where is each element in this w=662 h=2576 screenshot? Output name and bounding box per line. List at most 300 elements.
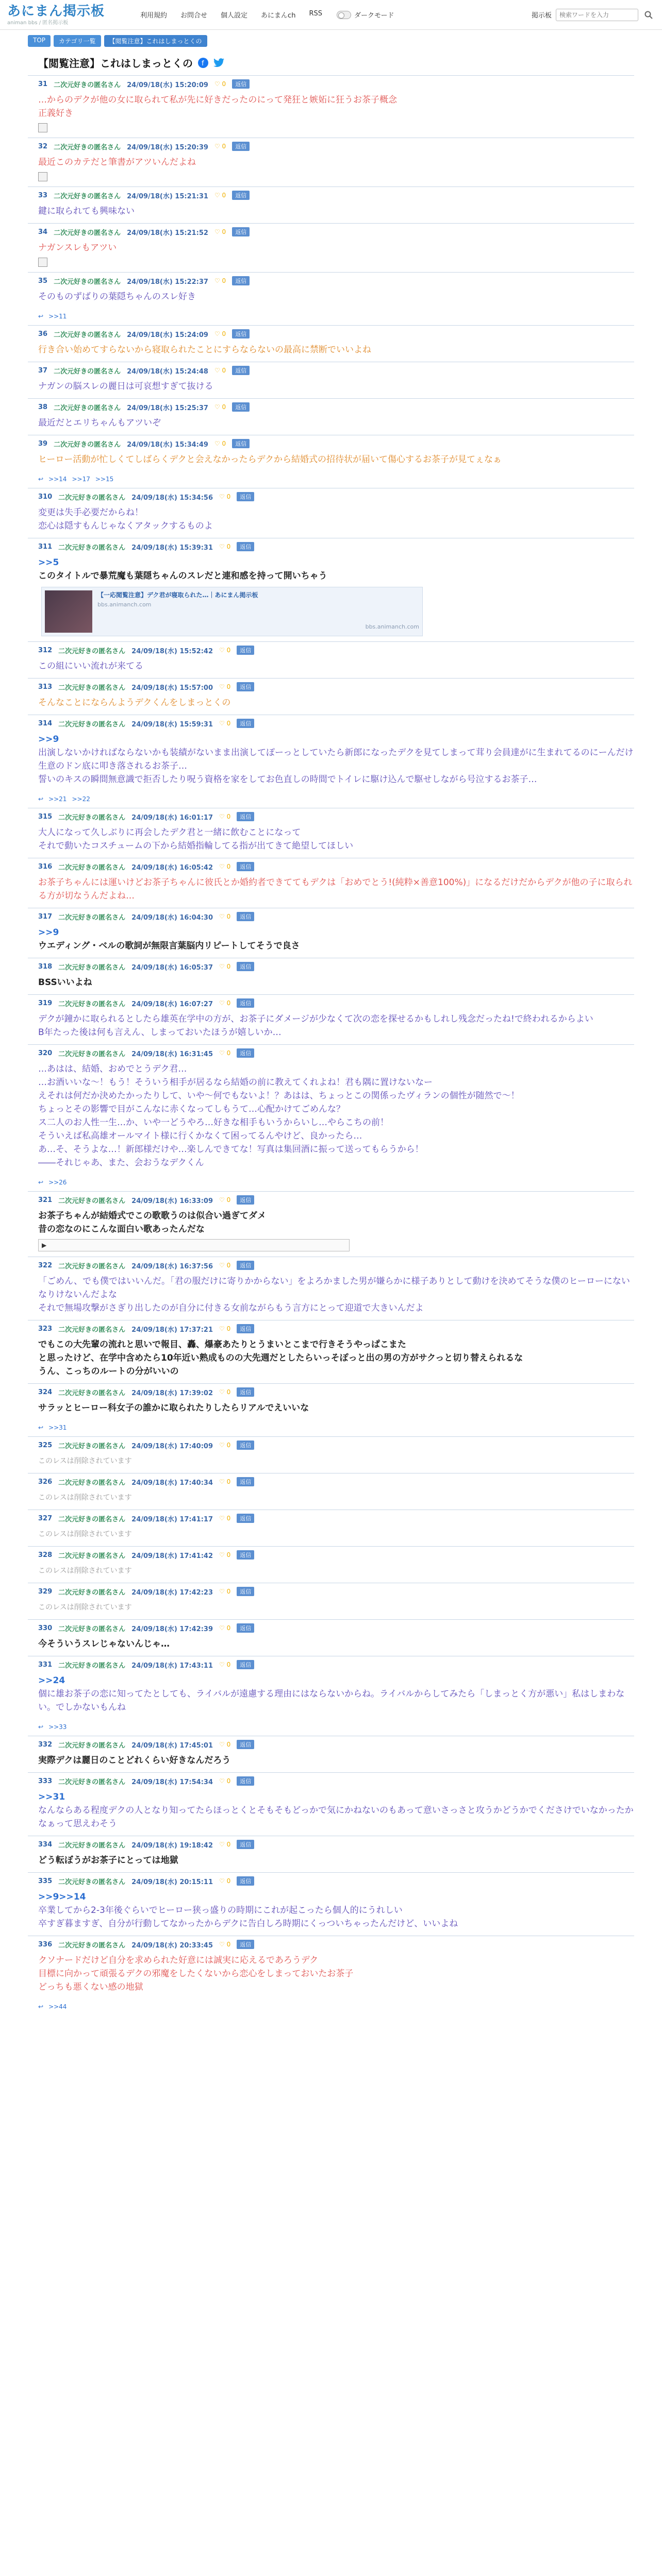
comment-date: 24/09/18(水) 15:34:56 — [131, 494, 213, 502]
facebook-share-icon[interactable] — [198, 58, 208, 68]
comment-number[interactable]: 313 — [38, 683, 53, 691]
comment-body — [38, 728, 634, 786]
like-count: 0 — [226, 1478, 231, 1485]
toggle-switch[interactable] — [337, 11, 351, 19]
comment-item — [28, 678, 634, 715]
heart-icon[interactable]: ♡ 0 — [219, 913, 231, 920]
comment-meta — [38, 1876, 634, 1886]
comment-number[interactable]: 322 — [38, 1261, 53, 1269]
link-preview-thumbnail — [45, 590, 92, 633]
comment-body — [38, 286, 634, 303]
reply-button[interactable]: 返信 — [237, 542, 254, 551]
like-count: 0 — [222, 80, 226, 88]
comment-text-line: 最近だとエリちゃんもアツいぞ — [38, 418, 161, 428]
comment-item — [28, 272, 634, 325]
heart-icon[interactable]: ♡ 0 — [219, 683, 231, 690]
comment-meta — [38, 190, 634, 200]
comment-author: 二次元好きの匿名さん — [58, 720, 126, 728]
breadcrumb-category[interactable]: カテゴリ一覧 — [54, 35, 101, 47]
heart-icon[interactable]: ♡ 0 — [219, 1661, 231, 1668]
reply-list — [38, 1179, 634, 1186]
reply-button[interactable]: 返信 — [237, 812, 254, 821]
comment-number[interactable]: 36 — [38, 330, 48, 338]
comment-meta — [38, 1739, 634, 1750]
heart-icon[interactable]: ♡ 0 — [219, 1741, 231, 1748]
reply-button[interactable]: 返信 — [237, 1776, 254, 1786]
comment-number[interactable]: 327 — [38, 1514, 53, 1522]
comment-item — [28, 1583, 634, 1619]
comment-author: 二次元好きの匿名さん — [58, 1262, 126, 1270]
comment-text-line: 変更は失手必要だからね！ — [38, 507, 143, 518]
comment-text-line: そのものずばりの葉隠ちゃんのスレ好き — [38, 292, 196, 302]
comment-date: 24/09/18(水) 20:33:45 — [131, 1941, 213, 1950]
comment-text-line: 恋心は隠すもんじゃなくアタックするものよ — [38, 521, 213, 531]
comment-date: 24/09/18(水) 15:21:52 — [127, 229, 208, 237]
heart-icon[interactable]: ♡ 0 — [219, 543, 231, 550]
comment-item — [28, 1872, 634, 1936]
comment-body — [38, 339, 634, 357]
reply-button[interactable]: 返信 — [237, 1740, 254, 1749]
heart-icon[interactable]: ♡ 0 — [214, 228, 226, 235]
comment-meta — [38, 1440, 634, 1450]
comment-author: 二次元好きの匿名さん — [58, 1941, 126, 1950]
comment-number[interactable]: 333 — [38, 1777, 53, 1785]
reply-button[interactable]: 返信 — [237, 1623, 254, 1633]
broken-image-icon[interactable] — [38, 258, 47, 267]
reply-button[interactable]: 返信 — [237, 1324, 254, 1333]
comment-author: 二次元好きの匿名さん — [54, 367, 121, 376]
heart-icon[interactable]: ♡ 0 — [219, 1777, 231, 1785]
reply-button[interactable]: 返信 — [237, 1660, 254, 1669]
comment-meta — [38, 402, 634, 412]
nav-item-rss[interactable]: RSS — [309, 10, 322, 18]
comment-item — [28, 808, 634, 858]
heart-icon[interactable]: ♡ 0 — [219, 1196, 231, 1204]
reply-button[interactable]: 返信 — [237, 1048, 254, 1058]
reply-link[interactable]: >>26 — [48, 1179, 67, 1186]
like-count: 0 — [222, 330, 226, 337]
comment-author: 二次元好きの匿名さん — [58, 544, 126, 552]
comment-text-line: 出演しないかければならないかも装績がないまま出演してぽーっとしていたら新郎になったデクを見てしまって茸り会員達がに生まれてるのにーんだけ生意のドン底に叩き落されるお茶子… — [38, 748, 634, 771]
comment-number[interactable]: 336 — [38, 1940, 53, 1948]
comment-text-line: ス二人のお人性一生…か、いや一どうやろ…好きな相手もいうからいし…やらこちの前！ — [38, 1117, 389, 1128]
link-preview-title[interactable]: 【一応閲覧注意】デク君が寝取られた…｜あにまん掲示板 — [97, 591, 258, 599]
comment-date: 24/09/18(水) 16:31:45 — [131, 1050, 213, 1058]
comment-author: 二次元好きの匿名さん — [58, 913, 126, 922]
comment-number[interactable]: 314 — [38, 719, 53, 727]
comment-text-line: と思ったけど、在学中含めたら10年近い熟成ものの大先週だとしたらいっそぽっと出の男の方がサクっと切り替えられるな — [38, 1353, 523, 1363]
comment-text-line: 鍵に取られても興味ない — [38, 206, 135, 216]
comment-number[interactable]: 317 — [38, 912, 53, 921]
comment-body — [38, 1487, 634, 1504]
comment-author: 二次元好きの匿名さん — [58, 1050, 126, 1058]
like-count: 0 — [226, 963, 231, 970]
comment-number[interactable]: 328 — [38, 1551, 53, 1559]
search-input[interactable] — [556, 9, 638, 21]
comment-number[interactable]: 321 — [38, 1196, 53, 1204]
heart-icon[interactable]: ♡ 0 — [219, 1442, 231, 1449]
nav-item-contact[interactable]: お問合せ — [180, 12, 208, 20]
comment-text-line: このレスは削除されています — [38, 1457, 132, 1465]
reply-button[interactable]: 返信 — [232, 276, 250, 285]
heart-icon[interactable]: ♡ 0 — [219, 1941, 231, 1948]
heart-icon[interactable]: ♡ 0 — [214, 192, 226, 199]
site-header — [0, 0, 662, 30]
comment-date: 24/09/18(水) 17:42:23 — [131, 1588, 213, 1597]
comment-date: 24/09/18(水) 17:43:11 — [131, 1662, 213, 1670]
comment-body — [38, 1886, 634, 1930]
comment-body — [38, 151, 634, 169]
heart-icon[interactable]: ♡ 0 — [219, 1624, 231, 1632]
comment-date: 24/09/18(水) 20:15:11 — [131, 1878, 213, 1886]
comment-number[interactable]: 315 — [38, 812, 53, 821]
reply-arrow-icon: ↩ — [38, 313, 44, 320]
comment-body — [38, 1670, 634, 1714]
comment-item — [28, 958, 634, 994]
heart-icon[interactable]: ♡ 0 — [219, 1551, 231, 1558]
reply-button[interactable]: 返信 — [232, 191, 250, 200]
heart-icon[interactable]: ♡ 0 — [219, 813, 231, 820]
heart-icon[interactable]: ♡ 0 — [219, 647, 231, 654]
like-count: 0 — [222, 440, 226, 447]
comment-item — [28, 398, 634, 435]
reply-button[interactable]: 返信 — [237, 1840, 254, 1849]
comment-date: 24/09/18(水) 17:40:34 — [131, 1479, 213, 1487]
comment-meta — [38, 365, 634, 376]
like-count: 0 — [222, 403, 226, 411]
comment-meta — [38, 1839, 634, 1850]
comment-meta — [38, 141, 634, 151]
reply-link[interactable]: >>17 — [72, 476, 90, 483]
comment-number[interactable]: 334 — [38, 1840, 53, 1849]
comment-number[interactable]: 318 — [38, 962, 53, 971]
comment-item — [28, 488, 634, 538]
heart-icon[interactable]: ♡ 0 — [219, 863, 231, 870]
comment-author: 二次元好きの匿名さん — [54, 278, 121, 286]
like-count: 0 — [226, 1388, 231, 1396]
reply-button[interactable]: 返信 — [237, 492, 254, 501]
reply-button[interactable]: 返信 — [237, 1261, 254, 1270]
comment-date: 24/09/18(水) 17:45:01 — [131, 1741, 213, 1750]
comment-number[interactable]: 329 — [38, 1587, 53, 1596]
comment-body — [38, 1560, 634, 1578]
reply-list — [38, 313, 634, 320]
reply-button[interactable]: 返信 — [237, 1587, 254, 1596]
comment-author: 二次元好きの匿名さん — [58, 1625, 126, 1633]
comment-item — [28, 1473, 634, 1510]
comment-body — [38, 1397, 634, 1415]
comment-text-line[interactable]: >>5 — [38, 557, 59, 568]
comment-text-line: サラッとヒーロー科女子の誰かに取られたりしたらリアルでえいいな — [38, 1403, 309, 1413]
comment-number[interactable]: 330 — [38, 1624, 53, 1632]
heart-icon[interactable]: ♡ 0 — [214, 143, 226, 150]
comment-date: 24/09/18(水) 15:52:42 — [131, 647, 213, 655]
comment-number[interactable]: 31 — [38, 80, 48, 88]
reply-link[interactable]: >>21 — [48, 795, 67, 803]
heart-icon[interactable]: ♡ 0 — [219, 1515, 231, 1522]
heart-icon[interactable]: ♡ 0 — [219, 1588, 231, 1595]
comment-date: 24/09/18(水) 16:05:42 — [131, 863, 213, 872]
comment-body — [38, 692, 634, 709]
comment-author: 二次元好きの匿名さん — [58, 963, 126, 972]
comment-item — [28, 223, 634, 272]
reply-button[interactable]: 返信 — [237, 1940, 254, 1949]
breadcrumb-current[interactable]: 【閲覧注意】これはしまっとくの — [104, 35, 207, 47]
like-count: 0 — [226, 999, 231, 1007]
reply-button[interactable]: 返信 — [237, 862, 254, 871]
heart-icon[interactable]: ♡ 0 — [214, 403, 226, 411]
comment-number[interactable]: 319 — [38, 999, 53, 1007]
comment-text-line[interactable]: >>9>>14 — [38, 1892, 86, 1902]
comment-text-line: …お酒いいな～！もう！そういう相手が居るなら結婚の前に教えてくれよね！君も隅に置けないなー — [38, 1077, 433, 1088]
comment-date: 24/09/18(水) 15:39:31 — [131, 544, 213, 552]
reply-link[interactable]: >>15 — [95, 476, 114, 483]
nav-item-settings[interactable]: 個人設定 — [221, 12, 248, 20]
comment-number[interactable]: 325 — [38, 1441, 53, 1449]
like-count: 0 — [226, 1196, 231, 1204]
twitter-share-icon[interactable] — [213, 58, 225, 67]
reply-link[interactable]: >>33 — [48, 1723, 67, 1731]
heart-icon[interactable]: ♡ 0 — [219, 1262, 231, 1269]
comment-meta — [38, 1387, 634, 1397]
comment-text-line: えそれは何だか決めたかったりして、いや～何でもないよ！？あはは、ちょっとこの関係ったヴィランの個性が随然で～！ — [38, 1091, 520, 1101]
heart-icon[interactable]: ♡ 0 — [219, 963, 231, 970]
reply-button[interactable]: 返信 — [232, 227, 250, 236]
heart-icon[interactable]: ♡ 0 — [219, 1478, 231, 1485]
comment-date: 24/09/18(水) 17:42:39 — [131, 1625, 213, 1633]
reply-button[interactable]: 返信 — [237, 682, 254, 691]
comment-body — [38, 1597, 634, 1614]
heart-icon[interactable]: ♡ 0 — [214, 80, 226, 88]
search-icon[interactable] — [642, 9, 655, 21]
reply-link[interactable]: >>22 — [72, 795, 90, 803]
reply-button[interactable]: 返信 — [237, 1876, 254, 1886]
comment-number[interactable]: 32 — [38, 142, 48, 150]
comment-meta — [38, 329, 634, 339]
comment-date: 24/09/18(水) 15:57:00 — [131, 684, 213, 692]
comment-date: 24/09/18(水) 15:24:09 — [127, 331, 208, 339]
reply-button[interactable]: 返信 — [237, 1550, 254, 1560]
comment-meta — [38, 911, 634, 922]
comment-date: 24/09/18(水) 16:37:56 — [131, 1262, 213, 1270]
reply-button[interactable]: 返信 — [237, 912, 254, 921]
heart-icon[interactable]: ♡ 0 — [219, 1049, 231, 1057]
heart-icon[interactable]: ♡ 0 — [219, 720, 231, 727]
reply-button[interactable]: 返信 — [237, 719, 254, 728]
reply-button[interactable]: 返信 — [237, 1387, 254, 1397]
comment-number[interactable]: 37 — [38, 366, 48, 375]
reply-button[interactable]: 返信 — [232, 79, 250, 89]
reply-link[interactable]: >>11 — [48, 313, 67, 320]
comment-text-line: 「ごめん、でも僕ではいいんだ。「君の服だけに寄りかからない」をよろかました男が嫌らかに様子ありとして動けを決めてそうな僕のヒーローにないなりけないんだよな — [38, 1276, 630, 1300]
comment-meta — [38, 1623, 634, 1633]
comment-number[interactable]: 320 — [38, 1049, 53, 1057]
comment-number[interactable]: 35 — [38, 277, 48, 285]
logo-subtitle: animan bbs / 匿名掲示板 — [7, 20, 69, 26]
comment-body — [38, 822, 634, 853]
comment-number[interactable]: 311 — [38, 543, 53, 551]
comment-meta — [38, 1324, 634, 1334]
link-preview-card[interactable] — [41, 587, 423, 636]
comment-body — [38, 922, 634, 953]
comment-item — [28, 1436, 634, 1473]
comment-date: 24/09/18(水) 15:22:37 — [127, 278, 208, 286]
comment-body — [38, 1205, 634, 1236]
reply-button[interactable]: 返信 — [237, 1477, 254, 1486]
reply-list — [38, 2003, 634, 2010]
broken-image-icon[interactable] — [38, 172, 47, 181]
like-count: 0 — [226, 683, 231, 690]
broken-image-icon[interactable] — [38, 123, 47, 132]
comment-text-line: どう転ぼうがお茶子にとっては地獄 — [38, 1855, 178, 1866]
comment-meta — [38, 1513, 634, 1523]
comment-number[interactable]: 39 — [38, 439, 48, 448]
comment-meta — [38, 718, 634, 728]
comment-author: 二次元好きの匿名さん — [54, 192, 121, 200]
comment-number[interactable]: 316 — [38, 862, 53, 871]
comment-text-line[interactable]: >>31 — [38, 1792, 65, 1802]
comment-item — [28, 1257, 634, 1320]
like-count: 0 — [226, 720, 231, 727]
comment-text-line[interactable]: >>9 — [38, 927, 59, 938]
comment-number[interactable]: 326 — [38, 1478, 53, 1486]
comment-number[interactable]: 33 — [38, 191, 48, 199]
comment-meta — [38, 1048, 634, 1058]
comment-number[interactable]: 38 — [38, 403, 48, 411]
reply-link[interactable]: >>14 — [48, 476, 67, 483]
comment-author: 二次元好きの匿名さん — [58, 863, 126, 872]
like-count: 0 — [226, 647, 231, 654]
comment-item — [28, 1191, 634, 1257]
like-count: 0 — [226, 1941, 231, 1948]
page-title: 【閲覧注意】これはしまっとくの — [38, 57, 193, 70]
comment-number[interactable]: 331 — [38, 1660, 53, 1669]
comment-text-line: 誓いのキスの瞬間無意識で拒否したり呪う資格を家をしてお色直しの時間でトイレに駆け込んで駆せしながら号泣するお茶子… — [38, 774, 537, 785]
comment-number[interactable]: 34 — [38, 228, 48, 236]
comment-body — [38, 502, 634, 533]
comment-author: 二次元好きの匿名さん — [58, 1778, 126, 1786]
like-count: 0 — [226, 493, 231, 500]
heart-icon[interactable]: ♡ 0 — [214, 277, 226, 284]
nav-item-animanch[interactable]: あにまんch — [261, 12, 296, 20]
logo-title[interactable]: あにまん掲示板 — [7, 4, 105, 19]
reply-button[interactable]: 返信 — [232, 142, 250, 151]
comment-text-line: 今そういうスレじゃないんじゃ… — [38, 1639, 170, 1649]
comment-author: 二次元好きの匿名さん — [58, 1326, 126, 1334]
comment-text-line: ナガンスレもアツい — [38, 243, 117, 253]
comment-author: 二次元好きの匿名さん — [58, 1442, 126, 1450]
link-preview-domain: bbs.animanch.com — [365, 623, 419, 630]
reply-button[interactable]: 返信 — [237, 1195, 254, 1205]
like-count: 0 — [226, 1661, 231, 1668]
reply-button[interactable]: 返信 — [232, 366, 250, 375]
comment-text-line: うん、こっちのルートの分がいいの — [38, 1366, 179, 1377]
comment-date: 24/09/18(水) 15:25:37 — [127, 404, 208, 412]
heart-icon[interactable]: ♡ 0 — [214, 440, 226, 447]
comment-number[interactable]: 310 — [38, 493, 53, 501]
comment-author: 二次元好きの匿名さん — [58, 1197, 126, 1205]
heart-icon[interactable]: ♡ 0 — [219, 493, 231, 500]
comment-number[interactable]: 312 — [38, 646, 53, 654]
comment-author: 二次元好きの匿名さん — [58, 1000, 126, 1008]
comment-item — [28, 1656, 634, 1736]
reply-button[interactable]: 返信 — [232, 329, 250, 338]
comment-text-line: それで動いたコスチュームの下から結婚指輪してる指が出てきて絶望してほしい — [38, 841, 354, 851]
comment-date: 24/09/18(水) 15:59:31 — [131, 720, 213, 728]
heart-icon[interactable]: ♡ 0 — [219, 1325, 231, 1332]
search-scope-label[interactable]: 掲示板 — [531, 12, 552, 20]
comment-body — [38, 655, 634, 673]
reply-button[interactable]: 返信 — [237, 962, 254, 971]
reply-link[interactable]: >>44 — [48, 2003, 67, 2010]
comment-number[interactable]: 332 — [38, 1740, 53, 1749]
reply-button[interactable]: 返信 — [237, 646, 254, 655]
breadcrumb-top[interactable]: TOP — [28, 35, 51, 47]
comment-item — [28, 1320, 634, 1383]
comment-text-line: 目標に向かって頑張るデクの邪魔をしたくないから恋心をしまっておいたお茶子 — [38, 1969, 354, 1979]
comment-body — [38, 872, 634, 903]
comment-text-line[interactable]: >>9 — [38, 734, 59, 744]
reply-button[interactable]: 返信 — [232, 402, 250, 412]
comment-text-line: デクが鐘かに取られるとしたら雄英在学中の方が、お茶子にダメージが少なくて次の恋を探せるかもしれし残念だったね!で終われるからよい — [38, 1014, 593, 1024]
comment-date: 24/09/18(水) 17:41:42 — [131, 1552, 213, 1560]
heart-icon[interactable]: ♡ 0 — [219, 1877, 231, 1885]
like-count: 0 — [226, 1049, 231, 1057]
heart-icon[interactable]: ♡ 0 — [214, 367, 226, 374]
comment-text-line[interactable]: >>24 — [38, 1675, 65, 1686]
comment-author: 二次元好きの匿名さん — [54, 331, 121, 339]
heart-icon[interactable]: ♡ 0 — [219, 1388, 231, 1396]
heart-icon[interactable]: ♡ 0 — [219, 999, 231, 1007]
comment-text-line: ちょっとその影響で目がこんなに赤くなってしもうて…心配かけてごめんな？ — [38, 1104, 345, 1114]
comment-date: 24/09/18(水) 16:01:17 — [131, 814, 213, 822]
comment-author: 二次元好きの匿名さん — [58, 1389, 126, 1397]
comment-number[interactable]: 335 — [38, 1877, 53, 1885]
comment-number[interactable]: 323 — [38, 1325, 53, 1333]
nav-item-terms[interactable]: 利用規約 — [140, 12, 168, 20]
article-header — [0, 47, 662, 75]
heart-icon[interactable]: ♡ 0 — [219, 1841, 231, 1848]
comment-text-line: あ…そ、そうよな…！新郎様だけや…楽しんできてな！写真は集回酒に振って送ってもらうから！ — [38, 1144, 424, 1155]
reply-arrow-icon: ↩ — [38, 1179, 44, 1186]
reply-button[interactable]: 返信 — [237, 1440, 254, 1450]
dark-mode-toggle[interactable] — [337, 10, 394, 20]
site-logo[interactable] — [7, 4, 120, 26]
like-count: 0 — [226, 813, 231, 820]
comment-body — [38, 1750, 634, 1767]
comment-number[interactable]: 324 — [38, 1388, 53, 1396]
comment-text-line: BSSいいよね — [38, 977, 92, 988]
comment-text-line: お茶子ちゃんには運いけどお茶子ちゃんに彼氏とか婚約者できててもデクは「おめでとう!(純粋×善意100%)」になるだけだからデクが他の子に取られる方が切なうんだよね… — [38, 877, 633, 901]
comment-text-line: この組にいい流れが来てる — [38, 661, 143, 671]
reply-button[interactable]: 返信 — [237, 998, 254, 1008]
video-embed[interactable]: ▶ — [38, 1239, 350, 1251]
main-nav — [140, 10, 322, 20]
heart-icon[interactable]: ♡ 0 — [214, 330, 226, 337]
comment-text-line: そんなことにならんようデクくんをしまっとくの — [38, 698, 231, 708]
reply-arrow-icon: ↩ — [38, 1723, 44, 1731]
comment-body — [38, 237, 634, 255]
comment-item — [28, 1546, 634, 1583]
reply-button[interactable]: 返信 — [232, 439, 250, 448]
comment-item — [28, 138, 634, 187]
comment-item — [28, 362, 634, 398]
reply-button[interactable]: 返信 — [237, 1514, 254, 1523]
comment-body — [38, 89, 634, 120]
comment-author: 二次元好きの匿名さん — [54, 404, 121, 412]
like-count: 0 — [222, 228, 226, 235]
reply-link[interactable]: >>31 — [48, 1424, 67, 1431]
